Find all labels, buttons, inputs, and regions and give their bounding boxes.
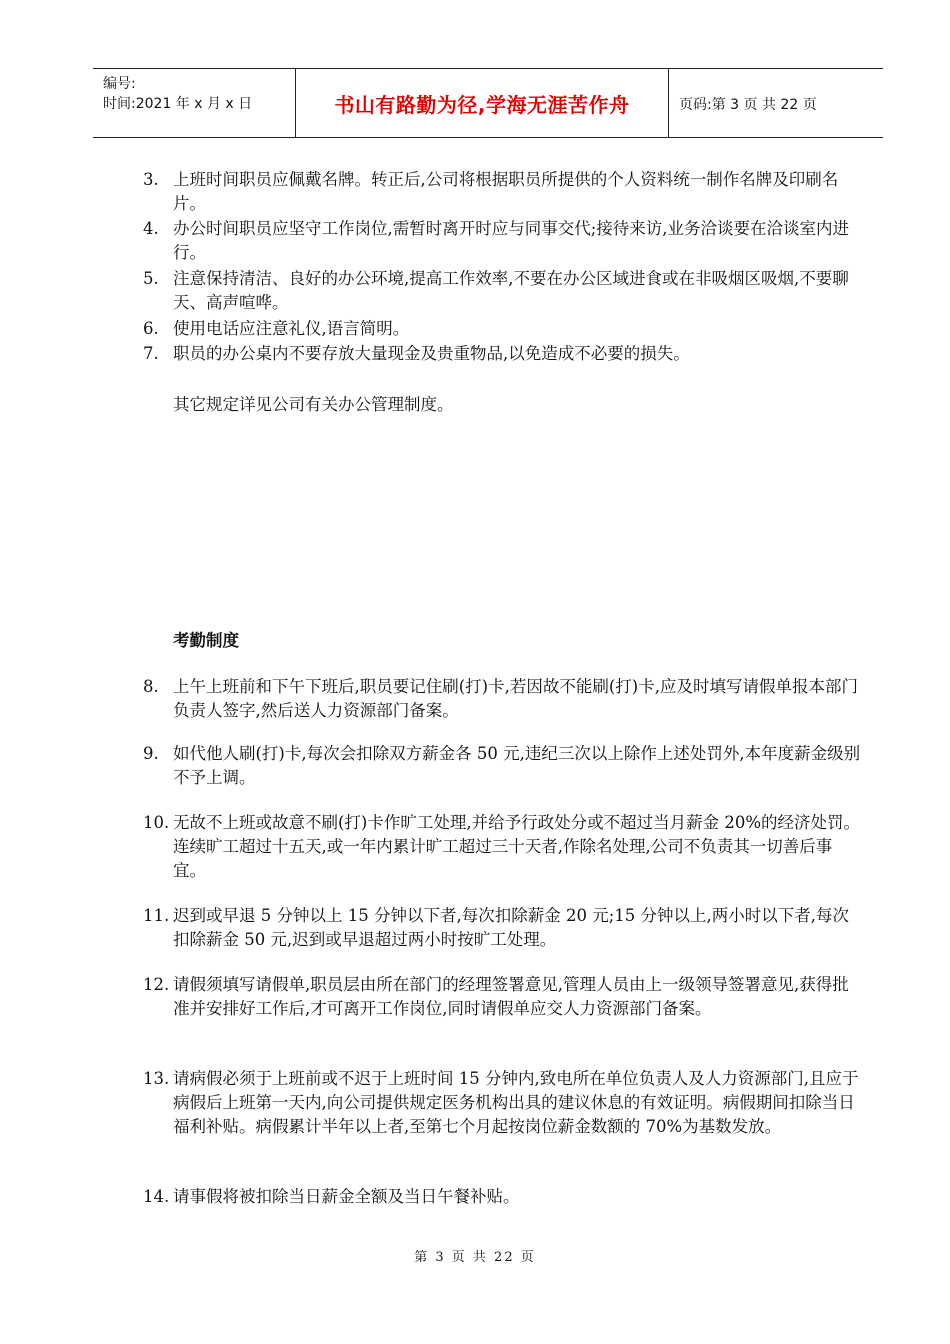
list-item-number: 6.: [143, 319, 159, 338]
list-item: [143, 217, 863, 265]
list-item-number: 9.: [143, 744, 159, 763]
list-item: [143, 317, 863, 341]
page-header: [93, 68, 883, 138]
header-page-cell: [669, 69, 883, 137]
list-item-number: 8.: [143, 677, 159, 696]
list-item-number: 7.: [143, 344, 159, 363]
list-item: [143, 267, 863, 315]
list-item-text: 使用电话应注意礼仪,语言简明。: [173, 319, 410, 338]
list-item-number: 3.: [143, 170, 159, 189]
list-item-text: 职员的办公桌内不要存放大量现金及贵重物品,以免造成不必要的损失。: [173, 344, 690, 363]
list-item: [143, 1185, 863, 1209]
list-item: [143, 675, 863, 723]
list-item-text: 无故不上班或故意不刷(打)卡作旷工处理,并给予行政处分或不超过当月薪金 20%的经济处罚。连续旷工超过十五天,或一年内累计旷工超过三十天者,作除名处理,公司不负责其一切善后事宜。: [173, 813, 861, 880]
list-item-number: 4.: [143, 219, 159, 238]
header-page-code: 页码:第 3 页 共 22 页: [679, 97, 817, 113]
header-motto: 书山有路勤为径,学海无涯苦作舟: [334, 93, 630, 117]
list-item-text: 请事假将被扣除当日薪金全额及当日午餐补贴。: [173, 1187, 520, 1206]
header-meta: [93, 69, 295, 137]
list-item: [143, 1067, 863, 1139]
list-item-number: 12.: [143, 975, 170, 994]
list-item-text: 请病假必须于上班前或不迟于上班时间 15 分钟内,致电所在单位负责人及人力资源部门,且应于病假后上班第一天内,向公司提供规定医务机构出具的建议休息的有效证明。病假期间扣除当日福利补贴。病假累计半年以上者,至第七个月起按岗位薪金数额的 70%为基数发放。: [173, 1069, 859, 1136]
list-item: [143, 973, 863, 1021]
list-item-text: 请假须填写请假单,职员层由所在部门的经理签署意见,管理人员由上一级领导签署意见,获得批准并安排好工作后,才可离开工作岗位,同时请假单应交人力资源部门备案。: [173, 975, 849, 1018]
list-item: [143, 342, 863, 366]
list-item-text: 上班时间职员应佩戴名牌。转正后,公司将根据职员所提供的个人资料统一制作名牌及印刷名片。: [173, 170, 839, 213]
list-item-text: 注意保持清洁、良好的办公环境,提高工作效率,不要在办公区域进食或在非吸烟区吸烟,不要聊天、高声喧哗。: [173, 269, 849, 312]
list-item: [143, 168, 863, 216]
list-item-number: 14.: [143, 1187, 170, 1206]
header-motto-cell: [295, 69, 669, 137]
list-item-number: 10.: [143, 813, 170, 832]
document-number-label: 编号:: [103, 76, 136, 92]
other-rules-note: 其它规定详见公司有关办公管理制度。: [173, 395, 454, 414]
list-item: [143, 811, 863, 883]
list-item-number: 5.: [143, 269, 159, 288]
section-heading-attendance: 考勤制度: [173, 631, 239, 650]
list-item-text: 上午上班前和下午下班后,职员要记住刷(打)卡,若因故不能刷(打)卡,应及时填写请假单报本部门负责人签字,然后送人力资源部门备案。: [173, 677, 858, 720]
list-item-text: 如代他人刷(打)卡,每次会扣除双方薪金各 50 元,违纪三次以上除作上述处罚外,本年度薪金级别不予上调。: [173, 744, 861, 787]
list-item-number: 11.: [143, 906, 170, 925]
list-item: [143, 742, 863, 790]
list-item-text: 迟到或早退 5 分钟以上 15 分钟以下者,每次扣除薪金 20 元;15 分钟以上,两小时以下者,每次扣除薪金 50 元,迟到或早退超过两小时按旷工处理。: [173, 906, 849, 949]
page-footer: 第 3 页 共 22 页: [414, 1250, 536, 1265]
list-item-number: 13.: [143, 1069, 170, 1088]
list-item-text: 办公时间职员应坚守工作岗位,需暂时离开时应与同事交代;接待来访,业务洽谈要在洽谈室内进行。: [173, 219, 850, 262]
list-item: [143, 904, 863, 952]
document-time-label: 时间:2021 年 x 月 x 日: [103, 96, 253, 112]
